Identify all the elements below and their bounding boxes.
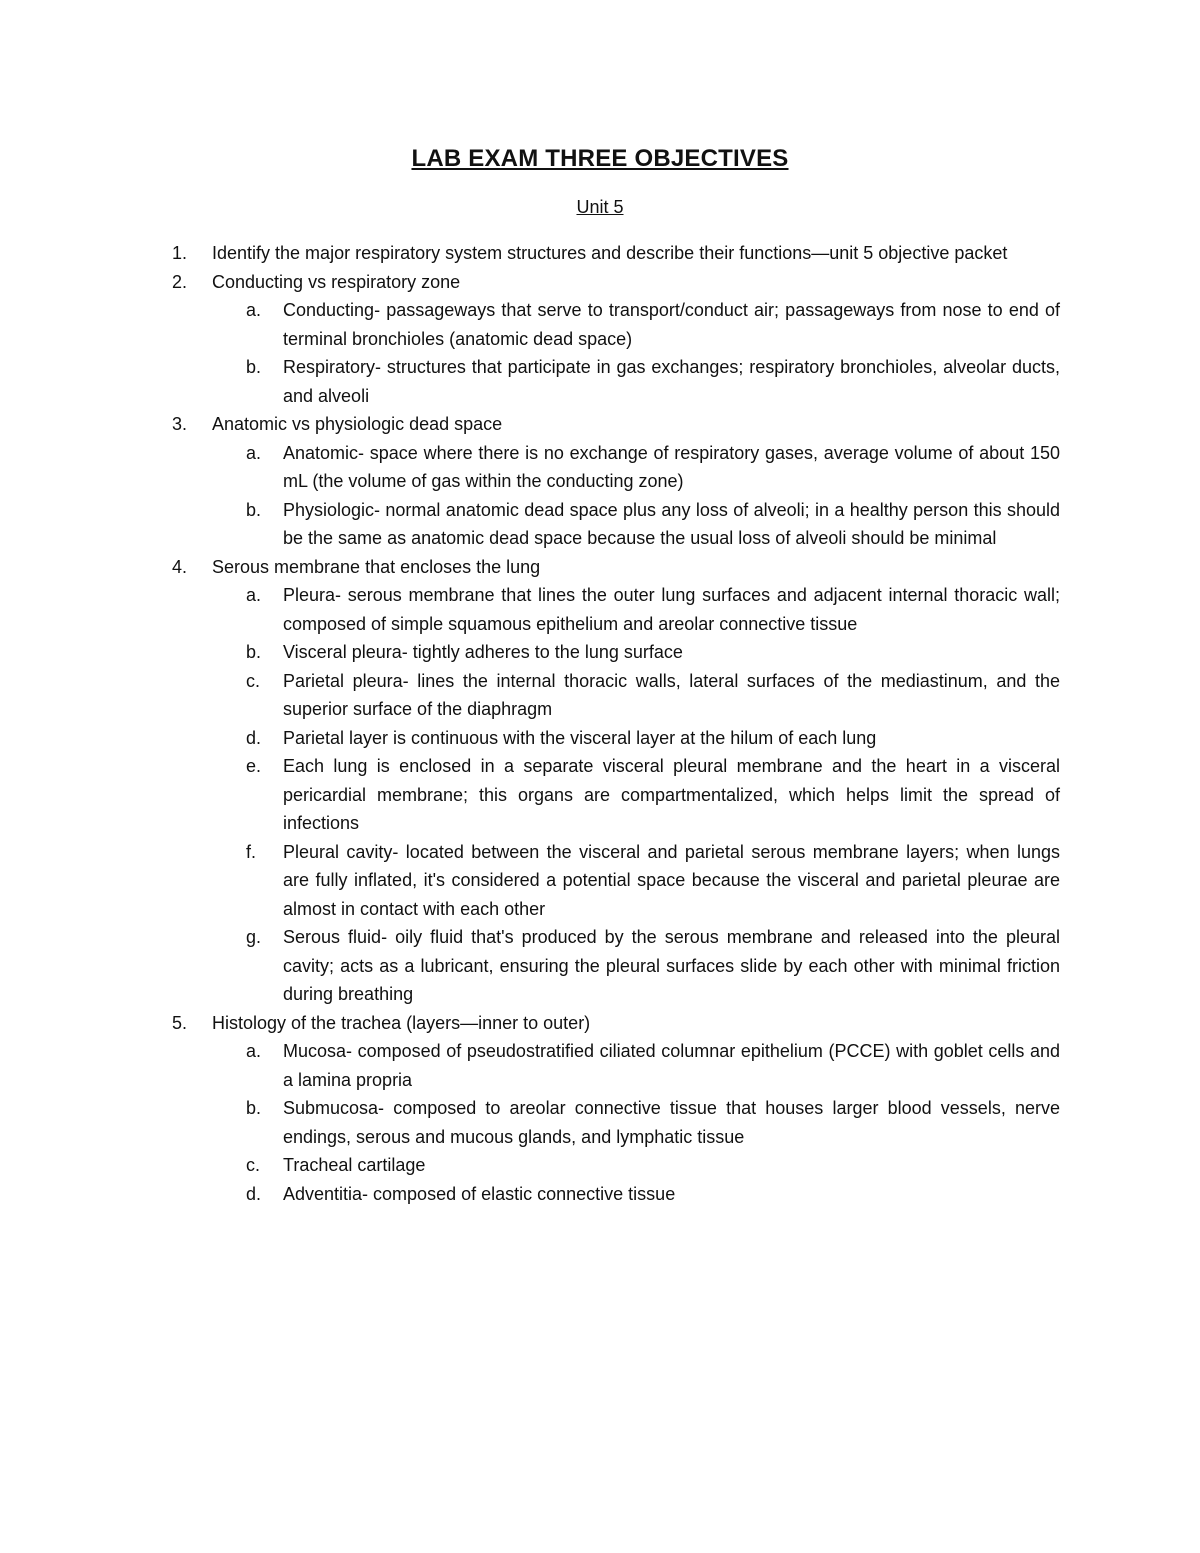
subitem-letter: b. — [246, 642, 262, 662]
subitem-letter: c. — [246, 670, 261, 691]
objective-text: Anatomic vs physiologic dead space — [212, 414, 503, 434]
objective-subitem — [212, 838, 1060, 924]
objective-item — [170, 553, 1060, 1009]
objective-item — [170, 239, 1060, 268]
objective-subitem — [212, 667, 1060, 724]
objective-subitem — [212, 581, 1060, 638]
objective-sublist — [212, 1037, 1060, 1208]
objective-text: Histology of the trachea (layers—inner to outer) — [212, 1012, 591, 1033]
subitem-letter: b. — [246, 357, 262, 377]
objectives-list-container — [170, 239, 1060, 1208]
subitem-letter: b. — [246, 499, 262, 520]
objective-subitem — [212, 1151, 1060, 1180]
subitem-text: Parietal layer is continuous with the visceral layer at the hilum of each lung — [283, 727, 877, 748]
objective-number: 1. — [172, 243, 188, 263]
objective-subitem — [212, 353, 1060, 410]
objective-sublist — [212, 439, 1060, 553]
subitem-text: Visceral pleura- tightly adheres to the lung surface — [283, 642, 683, 662]
subitem-text: Respiratory- structures that participate in gas exchanges; respiratory bronchioles, alveolar ducts, and alveoli — [283, 357, 1060, 406]
objective-text: Serous membrane that encloses the lung — [212, 556, 541, 577]
objective-subitem — [212, 496, 1060, 553]
objective-sublist — [212, 296, 1060, 410]
subitem-letter: e. — [246, 756, 262, 776]
objective-subitem — [212, 724, 1060, 753]
subitem-text: Pleura- serous membrane that lines the outer lung surfaces and adjacent internal thoracic wall; composed of simple squamous epithelium and areolar connective tissue — [283, 585, 1060, 634]
subitem-letter: a. — [246, 442, 262, 463]
objective-subitem — [212, 1180, 1060, 1209]
objective-subitem — [212, 296, 1060, 353]
objective-subitem — [212, 923, 1060, 1009]
objective-text: Identify the major respiratory system structures and describe their functions—unit 5 objective packet — [212, 243, 1008, 263]
objective-item — [170, 410, 1060, 553]
subitem-text: Parietal pleura- lines the internal thoracic walls, lateral surfaces of the mediastinum, and the superior surface of the diaphragm — [283, 670, 1060, 719]
subitem-text: Each lung is enclosed in a separate visceral pleural membrane and the heart in a visceral pericardial membrane; this organs are compartmentalized, which helps limit the spread of infections — [283, 756, 1060, 833]
objective-subitem — [212, 752, 1060, 838]
objective-subitem — [212, 1037, 1060, 1094]
subitem-text: Mucosa- composed of pseudostratified ciliated columnar epithelium (PCCE) with goblet cells and a lamina propria — [283, 1041, 1060, 1090]
subitem-text: Serous fluid- oily fluid that's produced by the serous membrane and released into the pleural cavity; acts as a lubricant, ensuring the pleural surfaces slide by each other with minimal friction during breathing — [283, 927, 1060, 1004]
objective-number: 5. — [172, 1012, 188, 1033]
objective-item — [170, 1009, 1060, 1209]
objective-subitem — [212, 638, 1060, 667]
subitem-text: Conducting- passageways that serve to transport/conduct air; passageways from nose to end of terminal bronchioles (anatomic dead space) — [283, 300, 1060, 349]
subitem-text: Tracheal cartilage — [283, 1155, 426, 1175]
subitem-letter: a. — [246, 1041, 262, 1061]
objective-item — [170, 268, 1060, 411]
objective-number: 3. — [172, 414, 188, 434]
objective-subitem — [212, 1094, 1060, 1151]
document-subtitle: Unit 5 — [576, 197, 624, 217]
subitem-letter: f. — [246, 841, 257, 862]
objective-subitem — [212, 439, 1060, 496]
subitem-text: Adventitia- composed of elastic connective tissue — [283, 1183, 676, 1204]
subitem-text: Pleural cavity- located between the visceral and parietal serous membrane layers; when lungs are fully inflated, it's considered a potential space because the visceral and parietal pleurae are almost in contact with each other — [283, 841, 1060, 919]
objective-sublist — [212, 581, 1060, 1009]
subitem-letter: a. — [246, 585, 262, 605]
subitem-letter: g. — [246, 927, 262, 947]
subitem-text: Physiologic- normal anatomic dead space plus any loss of alveoli; in a healthy person this should be the same as anatomic dead space because the usual loss of alveoli should be minimal — [283, 499, 1060, 548]
subitem-letter: c. — [246, 1155, 261, 1175]
subitem-letter: b. — [246, 1098, 262, 1118]
objectives-list — [170, 239, 1060, 1208]
subitem-letter: d. — [246, 1183, 262, 1204]
subitem-text: Submucosa- composed to areolar connective tissue that houses larger blood vessels, nerve endings, serous and mucous glands, and lymphatic tissue — [283, 1098, 1060, 1147]
subitem-letter: d. — [246, 727, 262, 748]
subitem-text: Anatomic- space where there is no exchange of respiratory gases, average volume of about 150 mL (the volume of gas within the conducting zone) — [283, 442, 1060, 491]
objective-number: 2. — [172, 271, 188, 292]
objective-number: 4. — [172, 556, 188, 577]
objective-text: Conducting vs respiratory zone — [212, 271, 461, 292]
subitem-letter: a. — [246, 300, 262, 320]
document-title: LAB EXAM THREE OBJECTIVES — [411, 145, 789, 172]
